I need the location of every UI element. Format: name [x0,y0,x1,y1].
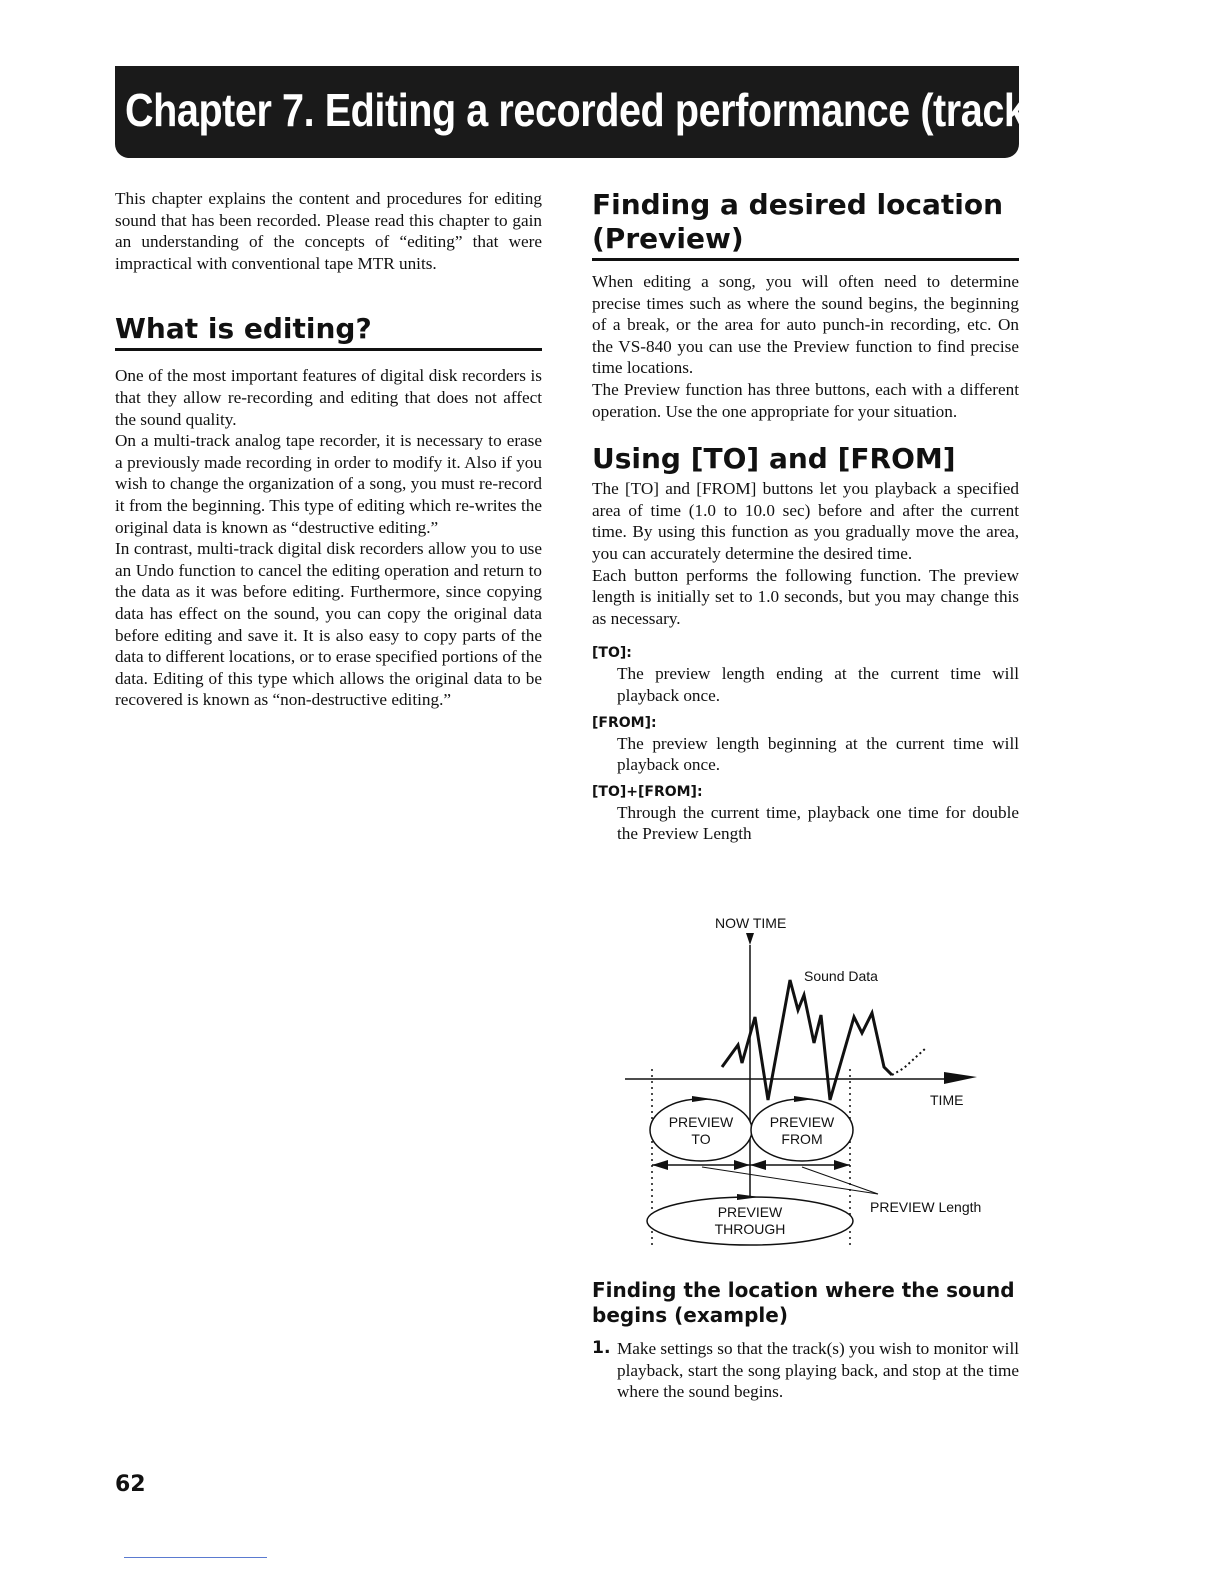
chapter-title: Chapter 7. Editing a recorded performance (track editing) [125,84,1176,136]
example-heading: Finding the location where the sound begins (example) [592,1278,1015,1327]
now-time-label: NOW TIME [715,915,787,931]
finding-paragraph-2: The Preview function has three buttons, each with a different operation. Use the one appropriate for your situation. [592,379,1019,421]
preview-through-label-1: PREVIEW [717,1204,783,1220]
finding-paragraph-1: When editing a song, you will often need to determine precise times such as where the sound begins, the beginning of a break, or the area for auto punch-in recording, etc. On the VS-840 you can use the Preview function to find precise time locations. [592,272,1019,378]
length-arrow-mid-left-icon [734,1160,750,1170]
time-arrow-icon [944,1072,977,1084]
editing-paragraph-2: On a multi-track analog tape recorder, it is necessary to erase a previously made recording in order to modify it. Also if you wish to change the organization of a song, you must re-record it from the beginning. This type of editing which re-writes the original data is known as “destructive editing.” [115,431,542,537]
length-arrow-right-icon [834,1160,850,1170]
left-column [115,188,542,711]
footer-rule [124,1557,267,1558]
preview-from-ellipse [751,1099,853,1161]
step-1 [592,1338,1019,1403]
length-arrow-mid-right-icon [750,1160,766,1170]
desc-to: The preview length ending at the current time will playback once. [617,664,1019,705]
step-text: Make settings so that the track(s) you wish to monitor will playback, start the song playing back, and stop at the time where the sound begins. [617,1339,1019,1402]
step-number: 1. [592,1338,611,1358]
preview-from-label-1: PREVIEW [769,1114,835,1130]
desc-from: The preview length beginning at the current time will playback once. [617,733,1019,775]
sound-data-label: Sound Data [804,968,878,984]
time-label: TIME [930,1092,964,1108]
right-column [592,188,1019,845]
editing-paragraph-1: One of the most important features of digital disk recorders is that they allow re-recording and editing that does not affect the sound quality. [115,366,542,429]
button-function-list [592,643,1019,845]
sound-waveform [722,980,892,1100]
what-is-editing-heading: What is editing? [115,312,542,351]
preview-diagram [592,905,1019,1255]
length-leader-line-2 [802,1167,878,1194]
preview-to-ellipse [650,1099,752,1161]
finding-location-heading: Finding a desired location (Preview) [592,188,1019,261]
preview-through-label-2: THROUGH [714,1221,786,1237]
preview-to-label-1: PREVIEW [668,1114,734,1130]
using-to-from-heading: Using [TO] and [FROM] [592,442,956,476]
length-arrow-left-icon [652,1160,668,1170]
term-to-from: [TO]+[FROM]: [592,783,703,800]
using-paragraph-2: Each button performs the following function. The preview length is initially set to 1.0 seconds, but you may change this as necessary. [592,565,1019,628]
term-from: [FROM]: [592,714,657,731]
intro-paragraph: This chapter explains the content and procedures for editing sound that has been recorded. Please read this chapter to gain an understanding of the concepts of “editing” that were impractical with conventional tape MTR units. [115,189,542,273]
desc-to-from: Through the current time, playback one time for double the Preview Length [617,802,1019,844]
length-leader-line-1 [702,1167,878,1194]
preview-to-label-2: TO [691,1131,711,1147]
sound-waveform-tail [892,1048,926,1075]
example-section [592,1278,1019,1403]
preview-from-label-2: FROM [781,1131,823,1147]
using-paragraph-1: The [TO] and [FROM] buttons let you playback a specified area of time (1.0 to 10.0 sec) before and after the current time. By using this function as you gradually move the area, you can accurately determine the desired time. [592,479,1019,563]
term-to: [TO]: [592,645,632,662]
page-number: 62 [115,1472,146,1497]
now-time-arrow-icon [746,933,754,945]
chapter-banner [115,66,1176,158]
preview-length-label: PREVIEW Length [870,1199,982,1215]
editing-paragraph-3: In contrast, multi-track digital disk recorders allow you to use an Undo function to cancel the editing operation and return to the data as it was before editing. Furthermore, since copying data has effect on the sound, you can copy the original data before editing and save it. It is also easy to copy parts of the data to different locations, or to erase specified portions of the data. Editing of this type which allows the original data to be recovered is known as “non-destructive editing.” [115,539,542,710]
